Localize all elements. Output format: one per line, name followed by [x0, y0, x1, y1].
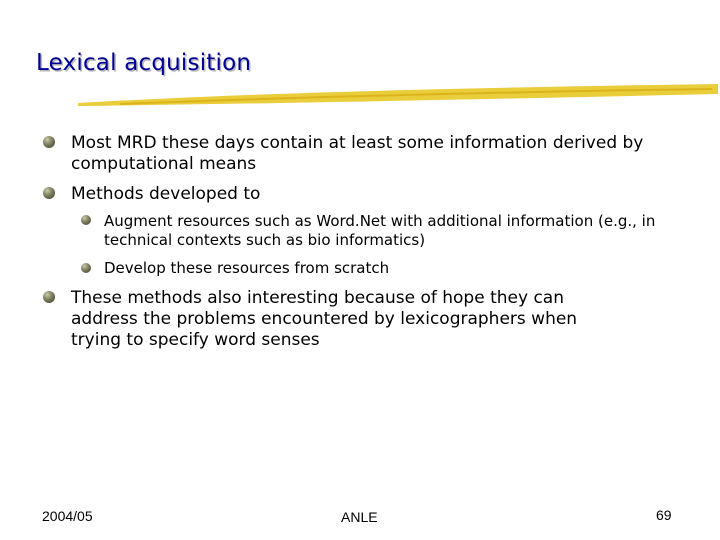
sub-bullet-text: Develop these resources from scratch [104, 259, 390, 277]
bullet-marker [43, 187, 55, 199]
footer-page-number: 69 [656, 507, 672, 523]
bullet-marker [43, 136, 55, 148]
slide-title: Lexical acquisition [36, 50, 252, 76]
sub-bullet-text: Augment resources such as Word.Net with additional information (e.g., in technical contexts such as bio informatics) [104, 212, 656, 249]
bullet-text: These methods also interesting because of hope they can address the problems encountered by lexicographers when trying to specify word senses [71, 288, 578, 350]
sub-bullet-marker [81, 263, 91, 273]
bullet-text: Methods developed to [71, 184, 261, 204]
footer-date: 2004/05 [42, 508, 93, 524]
bullet-text: Most MRD these days contain at least some information derived by computational means [71, 133, 644, 174]
sub-bullet-marker [81, 215, 91, 225]
bullet-marker [43, 291, 55, 303]
footer-center: ANLE [341, 509, 378, 525]
